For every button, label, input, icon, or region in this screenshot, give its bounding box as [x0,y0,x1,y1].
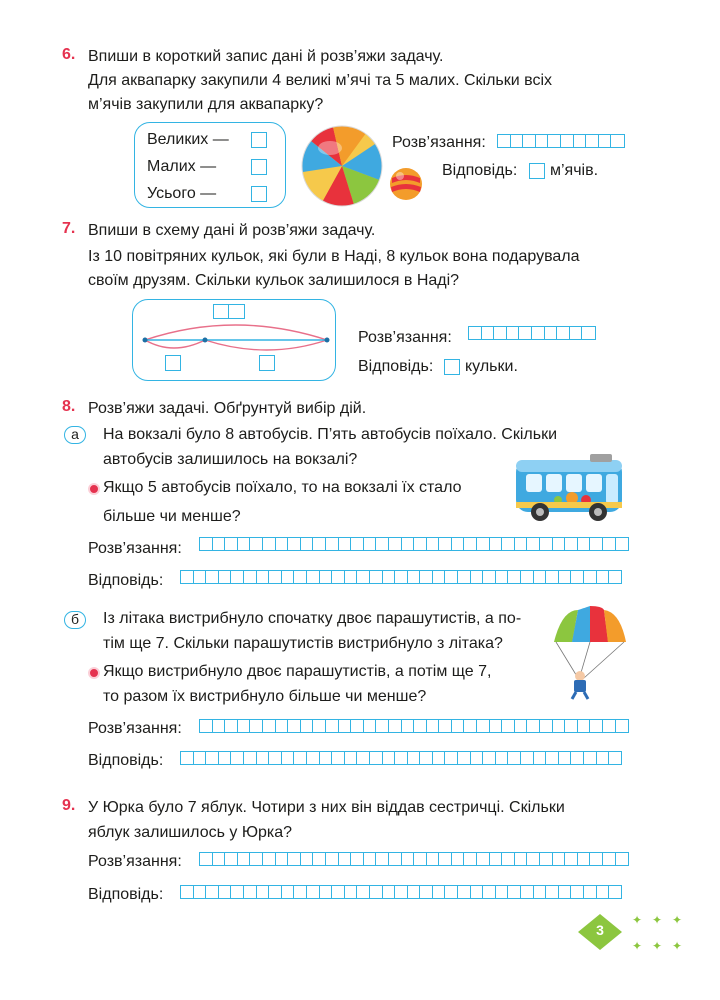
task-7-text-line-1: Із 10 повітряних кульок, які були в Наді, 8 кульок вона подарувала [88,248,580,265]
task-7-heading: Впиши в схему дані й розв’яжи задачу. [88,222,376,239]
task-8b-solution-cells[interactable] [199,719,627,733]
task-8a-text-line-2: автобусів залишилось на вокзалі? [103,451,358,468]
task-7-answer-label: Відповідь: [358,358,434,375]
scheme-part-1-box[interactable] [165,355,181,371]
task-8a-answer-cells[interactable] [180,570,621,584]
task-6-heading: Впиши в короткий запис дані й розв’яжи задачу. [88,48,444,65]
task-9-answer-label: Відповідь: [88,886,164,903]
record-row-small-label: Малих — [147,158,217,175]
page-number: 3 [596,922,604,938]
task-6-answer-label: Відповідь: [442,162,518,179]
short-record-frame [134,122,286,208]
task-8a-letter: а [64,426,86,444]
task-9-number: 9. [62,797,76,814]
task-8b-letter: б [64,611,86,629]
task-8b-bullet [88,667,100,679]
record-row-big-label: Великих — [147,131,229,148]
task-9-text-line-1: У Юрка було 7 яблук. Чотири з них він віддав сестричці. Скільки [88,799,565,816]
small-ball-illustration [388,166,424,202]
task-7-text-line-2: своїм друзям. Скільки кульок залишилося в Наді? [88,272,460,289]
svg-text:✦: ✦ [632,939,643,953]
svg-text:✦: ✦ [652,939,663,953]
task-8a-text-line-1: На вокзалі було 8 автобусів. П’ять автобусів поїхало. Скільки [103,426,558,443]
svg-text:✦: ✦ [672,939,683,953]
task-6-solution-cells[interactable] [497,134,623,148]
task-8a-answer-label: Відповідь: [88,572,164,589]
task-8b-text-line-2: тім ще 7. Скільки парашутистів вистрибнуло з літака? [103,635,503,652]
record-row-total-box[interactable] [251,186,267,202]
task-9-solution-cells[interactable] [199,852,627,866]
task-8-heading: Розв’яжи задачі. Обґрунтуй вибір дій. [88,400,367,417]
task-8a-solution-label: Розв’язання: [88,540,182,557]
task-8b-question-line-1: Якщо вистрибнуло двоє парашутистів, а потім ще 7, [103,663,492,680]
task-8a-question-line-2: більше чи менше? [103,508,241,525]
task-8b-solution-label: Розв’язання: [88,720,182,737]
task-9-answer-cells[interactable] [180,885,621,899]
task-6-solution-label: Розв’язання: [392,134,486,151]
task-8b-answer-cells[interactable] [180,751,621,765]
task-6-text-line-2: м’ячів закупили для аквапарку? [88,96,324,113]
scheme-frame [132,299,336,381]
task-7-solution-label: Розв’язання: [358,329,452,346]
task-7-answer-unit: кульки. [465,358,518,375]
task-6-answer-box[interactable] [529,163,545,179]
scheme-total-cells[interactable] [213,304,244,319]
svg-text:✦: ✦ [652,913,663,927]
record-row-small-box[interactable] [251,159,267,175]
task-9-text-line-2: яблук залишилось у Юрка? [88,824,293,841]
task-8b-question-line-2: то разом їх вистрибнуло більше чи менше? [103,688,427,705]
record-row-total-label: Усього — [147,185,217,202]
task-8-number: 8. [62,398,76,415]
decorative-stars [632,913,682,953]
task-8b-text-line-1: Із літака вистрибнуло спочатку двоє парашутистів, а по- [103,610,522,627]
task-8a-solution-cells[interactable] [199,537,627,551]
scheme-part-2-box[interactable] [259,355,275,371]
task-6-number: 6. [62,46,76,63]
big-beach-ball-illustration [300,124,384,208]
svg-text:✦: ✦ [672,913,683,927]
task-8b-answer-label: Відповідь: [88,752,164,769]
task-9-solution-label: Розв’язання: [88,853,182,870]
task-6-answer-unit: м’ячів. [550,162,599,179]
task-7-number: 7. [62,220,76,237]
bus-illustration [512,452,628,524]
task-6-text-line-1: Для аквапарку закупили 4 великі м’ячі та 5 малих. Скільки всіх [88,72,553,89]
parachutist-illustration [552,604,628,700]
task-7-solution-cells[interactable] [468,326,594,340]
svg-text:✦: ✦ [632,913,643,927]
task-7-answer-box[interactable] [444,359,460,375]
task-8a-question-line-1: Якщо 5 автобусів поїхало, то на вокзалі їх стало [103,479,462,496]
record-row-big-box[interactable] [251,132,267,148]
task-8a-bullet [88,483,100,495]
